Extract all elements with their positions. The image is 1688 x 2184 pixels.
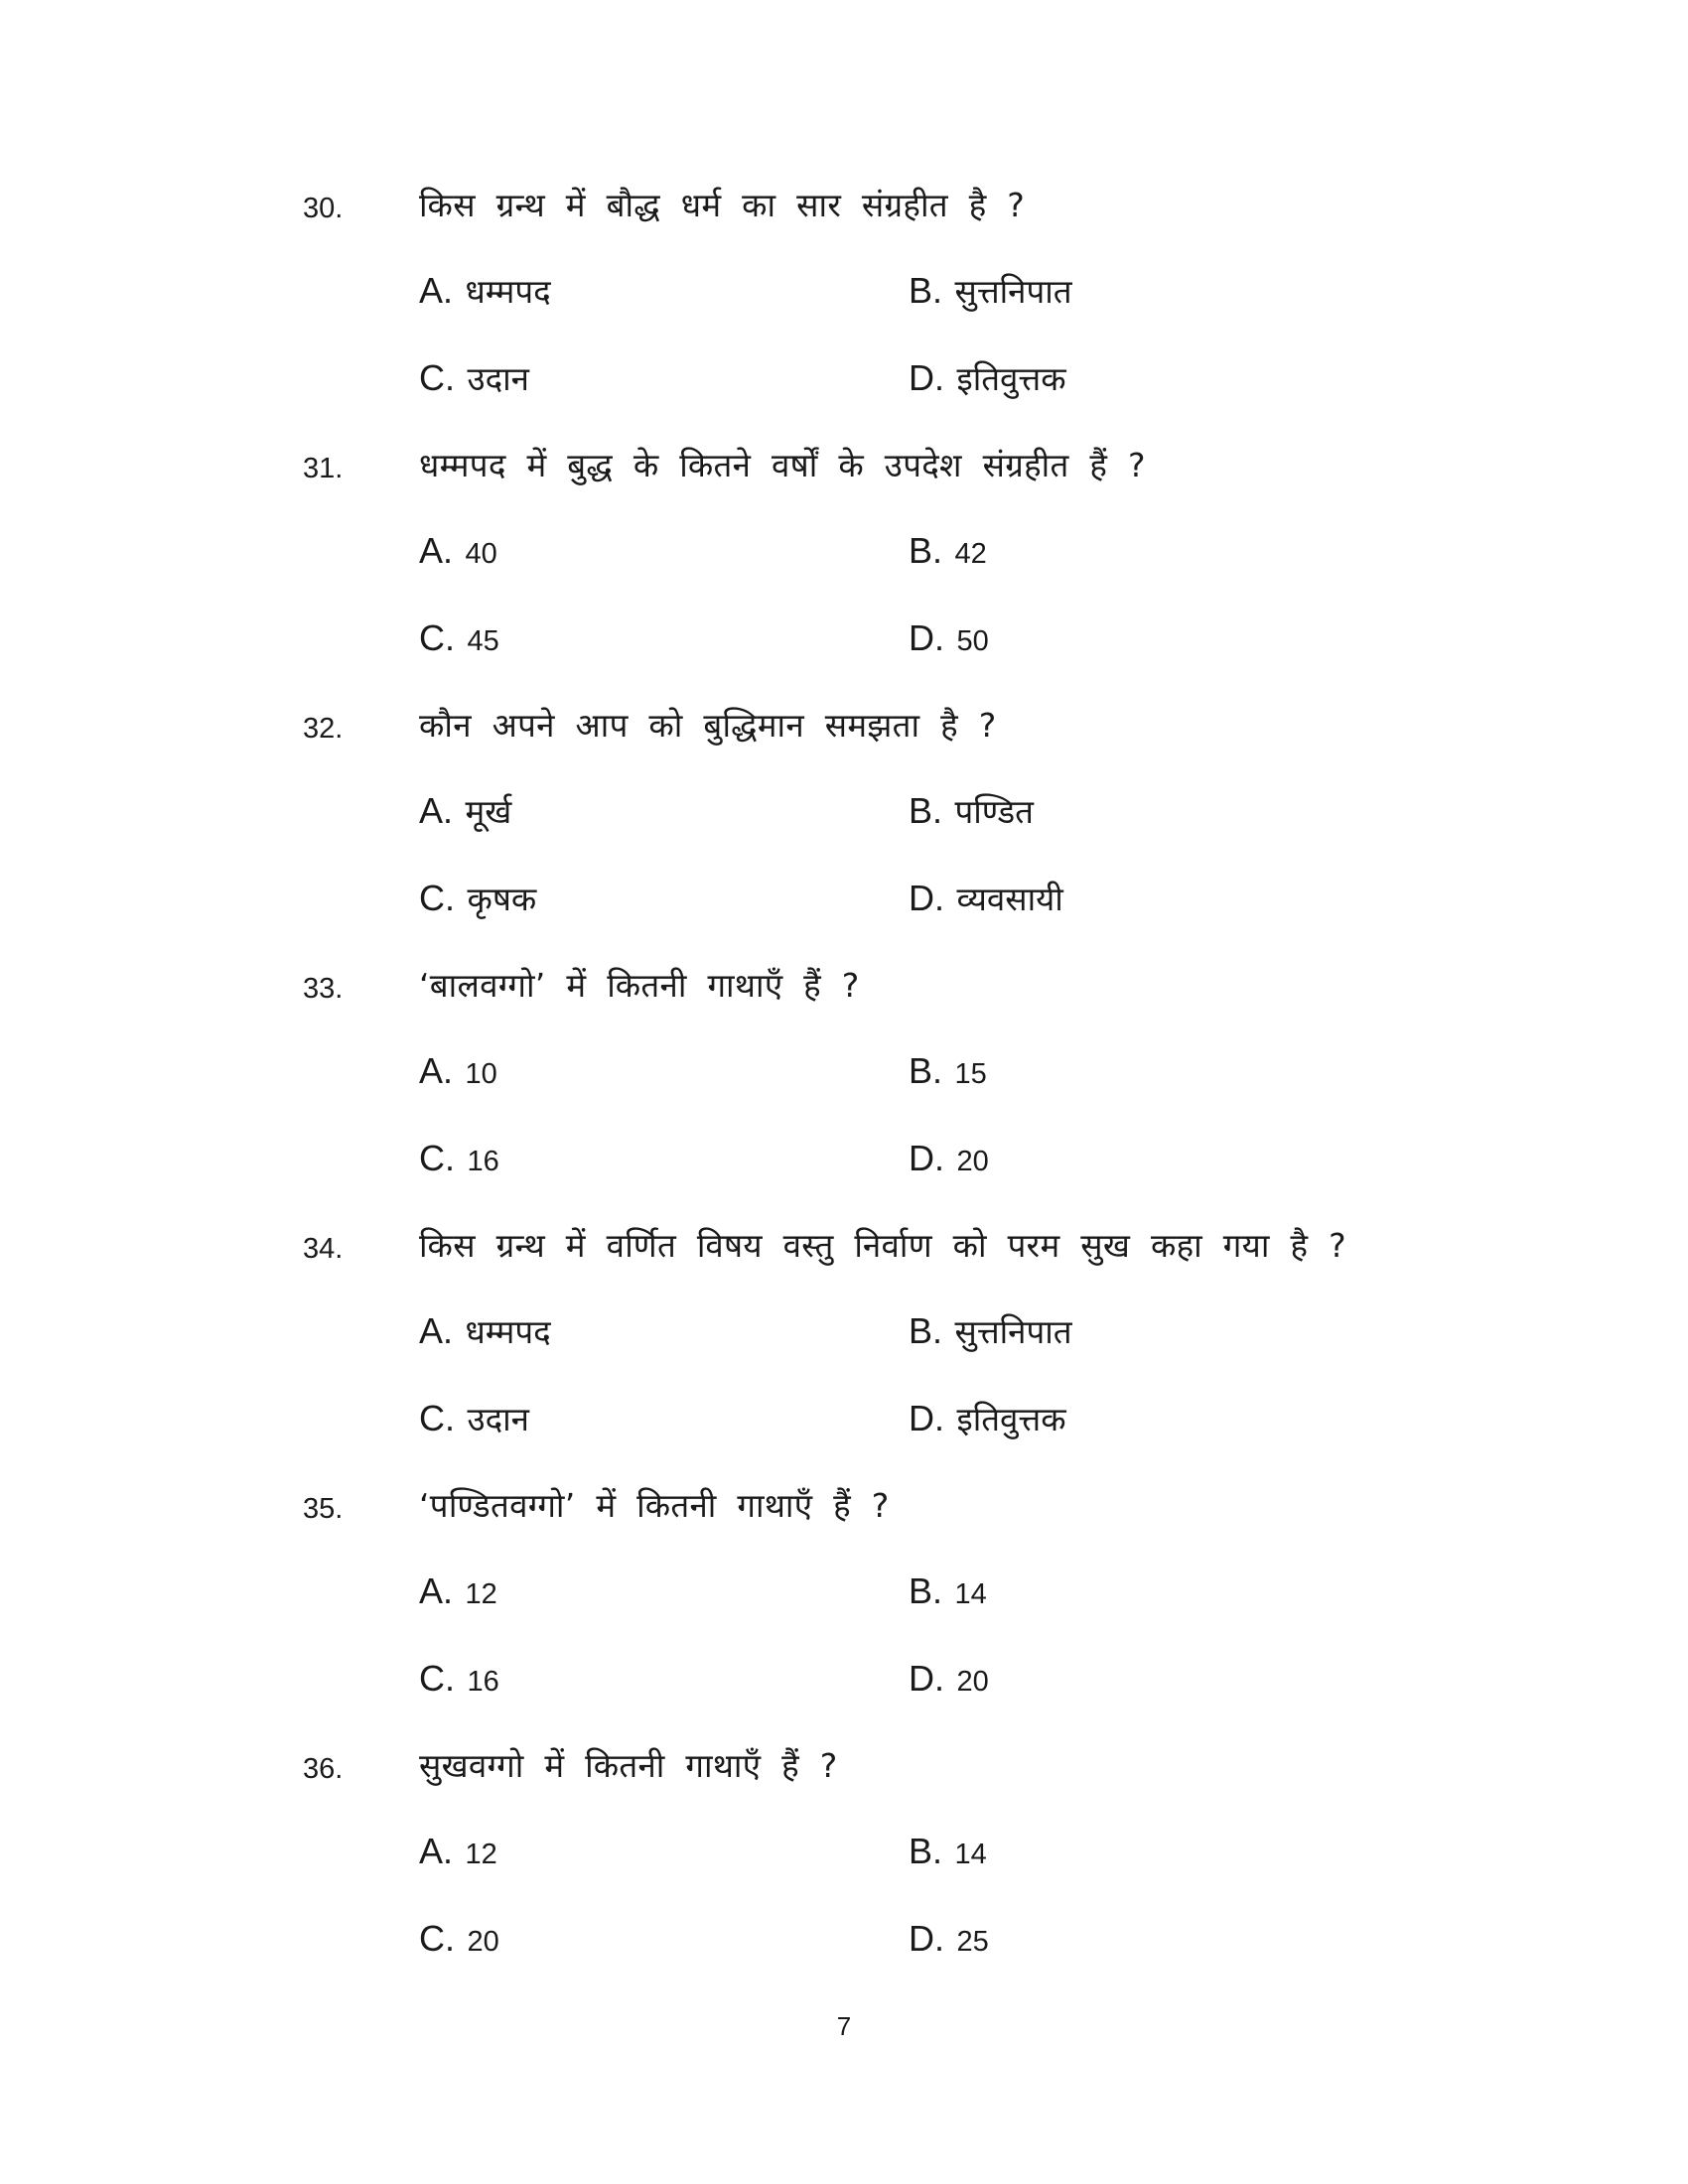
question-number: 34. [303,1233,344,1265]
question-number: 30. [303,193,344,224]
option-letter: C. [419,617,455,658]
option-d [909,876,1063,922]
option-value: व्यवसायी [956,880,1063,918]
option-d [909,615,989,664]
option-value: 14 [954,1578,987,1610]
option-d [909,1916,989,1965]
option-letter: D. [909,1918,944,1959]
option-letter: A. [419,1050,454,1091]
question-33 [0,966,1688,1229]
option-value: 20 [956,1146,989,1177]
option-a [419,1308,551,1355]
option-value: मूर्ख [465,792,512,831]
option-a [419,788,511,835]
option-c [419,355,529,402]
option-letter: A. [419,1310,454,1351]
option-b [909,788,1034,835]
option-letter: A. [419,530,454,571]
option-value: 42 [954,538,987,570]
question-36 [0,1746,1688,2009]
option-letter: C. [419,1918,455,1959]
option-a [419,1829,497,1877]
option-a [419,1048,497,1097]
option-value: 12 [465,1578,497,1610]
option-b [909,1829,987,1877]
question-text: सुखवग्गो में कितनी गाथाएँ हैं ? [419,1746,838,1785]
option-a [419,268,551,315]
question-text: ‘पण्डितवग्गो’ में कितनी गाथाएँ हैं ? [419,1486,890,1525]
option-letter: B. [909,1570,943,1611]
question-text: किस ग्रन्थ में बौद्ध धर्म का सार संग्रहीत है ? [419,186,1026,224]
option-value: पण्डित [954,792,1034,831]
option-value: इतिवुत्तक [956,359,1066,398]
question-text: धम्मपद में बुद्ध के कितने वर्षों के उपदेश संग्रहीत हैं ? [419,446,1146,484]
option-value: 16 [467,1666,499,1698]
option-c [419,1916,499,1965]
option-value: 16 [467,1146,499,1177]
option-letter: A. [419,1831,454,1871]
question-35 [0,1486,1688,1749]
option-a [419,1569,497,1617]
option-value: 20 [467,1926,499,1958]
option-letter: D. [909,878,944,918]
option-letter: B. [909,1050,943,1091]
question-number: 33. [303,973,344,1005]
option-value: कृषक [467,880,537,918]
option-d [909,1656,989,1705]
option-letter: B. [909,790,943,831]
option-letter: B. [909,1831,943,1871]
option-value: सुत्तनिपात [954,1312,1072,1351]
option-value: सुत्तनिपात [954,272,1072,311]
option-b [909,1308,1072,1355]
option-letter: C. [419,1138,455,1178]
option-letter: D. [909,1398,944,1438]
option-c [419,1136,499,1184]
option-value: 40 [465,538,497,570]
option-letter: C. [419,1398,455,1438]
option-letter: D. [909,1658,944,1699]
option-value: धम्मपद [465,1312,551,1351]
option-letter: A. [419,270,454,311]
page-number: 7 [836,2011,852,2041]
option-d [909,1396,1066,1442]
option-value: उदान [467,1400,529,1438]
question-34 [0,1226,1688,1489]
question-text: कौन अपने आप को बुद्धिमान समझता है ? [419,706,997,745]
question-31 [0,446,1688,709]
question-30 [0,186,1688,449]
option-value: 12 [465,1839,497,1870]
option-c [419,1396,529,1442]
question-number: 35. [303,1493,344,1525]
option-a [419,528,497,577]
option-value: 14 [954,1839,987,1870]
option-value: उदान [467,359,529,398]
option-b [909,1048,987,1097]
option-letter: B. [909,270,943,311]
question-32 [0,706,1688,969]
option-b [909,528,987,577]
option-c [419,615,499,664]
question-text: ‘बालवग्गो’ में कितनी गाथाएँ हैं ? [419,966,860,1005]
option-letter: C. [419,357,455,398]
option-value: 20 [956,1666,989,1698]
question-number: 36. [303,1753,344,1785]
option-value: 50 [956,625,989,657]
option-letter: D. [909,617,944,658]
question-number: 32. [303,713,344,745]
option-d [909,355,1066,402]
option-value: धम्मपद [465,272,551,311]
option-value: 10 [465,1058,497,1090]
option-value: इतिवुत्तक [956,1400,1066,1438]
option-d [909,1136,989,1184]
option-value: 45 [467,625,499,657]
question-text: किस ग्रन्थ में वर्णित विषय वस्तु निर्वाण को परम सुख कहा गया है ? [419,1226,1346,1265]
option-letter: A. [419,790,454,831]
option-letter: A. [419,1570,454,1611]
option-b [909,268,1072,315]
option-c [419,1656,499,1705]
option-b [909,1569,987,1617]
question-number: 31. [303,453,344,484]
option-letter: B. [909,1310,943,1351]
option-letter: C. [419,1658,455,1699]
option-value: 25 [956,1926,989,1958]
option-letter: B. [909,530,943,571]
option-c [419,876,536,922]
option-letter: D. [909,1138,944,1178]
option-value: 15 [954,1058,987,1090]
option-letter: D. [909,357,944,398]
option-letter: C. [419,878,455,918]
